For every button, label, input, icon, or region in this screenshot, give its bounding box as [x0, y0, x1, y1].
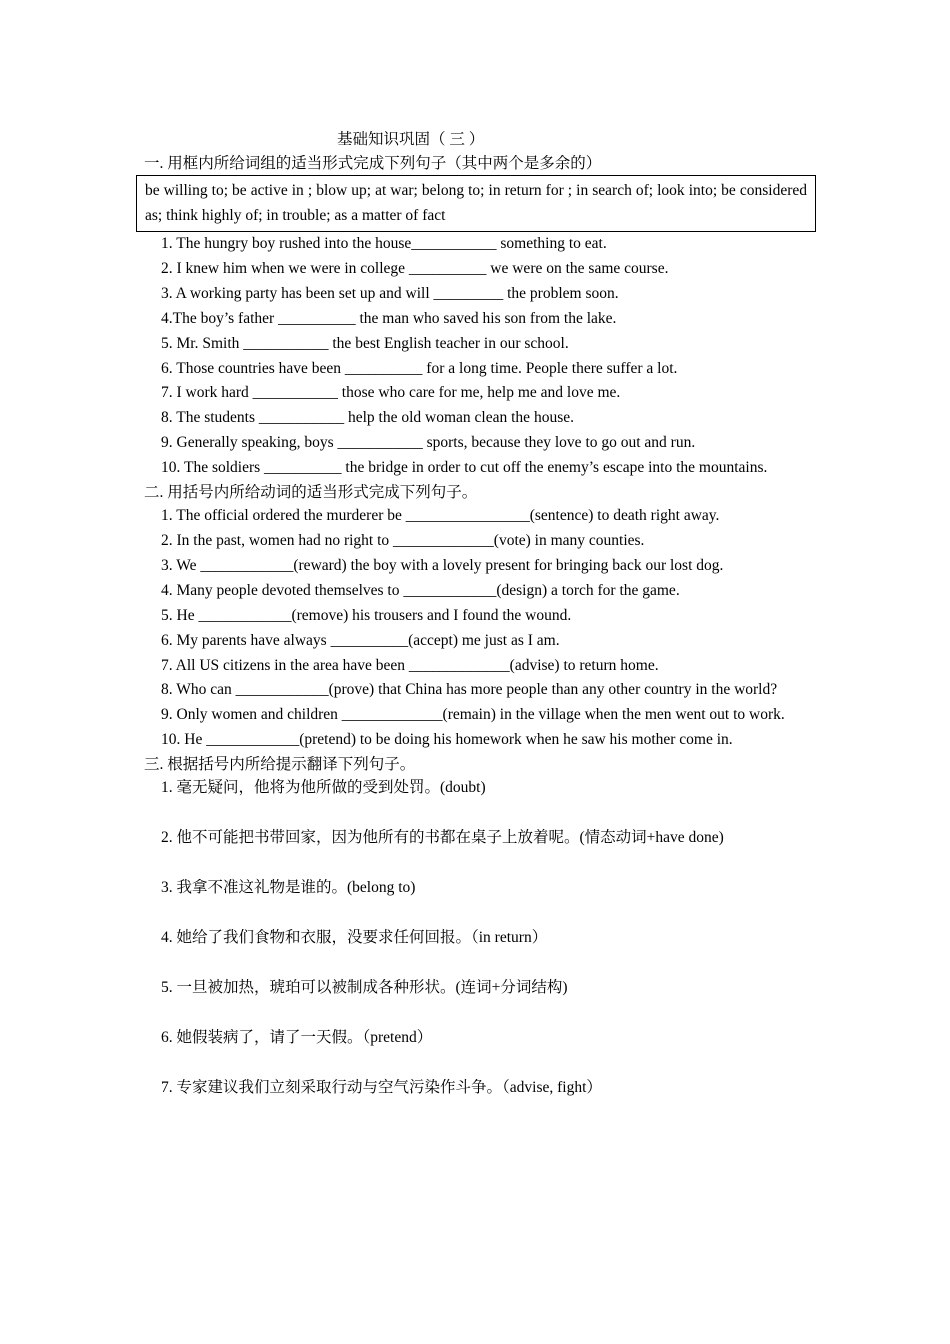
question-2-10: 10. He ____________(pretend) to be doing his homework when he saw his mother come in. — [161, 731, 733, 749]
question-3-3: 3. 我拿不准这礼物是谁的。(belong to) — [161, 878, 416, 896]
question-3-1: 1. 毫无疑问，他将为他所做的受到处罚。(doubt) — [161, 779, 486, 797]
section-1-heading: 一. 用框内所给词组的适当形式完成下列句子（其中两个是多余的） — [144, 155, 602, 172]
question-3-5: 5. 一旦被加热，琥珀可以被制成各种形状。(连词+分词结构) — [161, 978, 568, 996]
question-1-4: 4.The boy’s father __________ the man who saved his son from the lake. — [161, 309, 617, 327]
section-3-heading: 三. 根据括号内所给提示翻译下列句子。 — [144, 756, 416, 774]
question-1-5: 5. Mr. Smith ___________ the best English teacher in our school. — [161, 334, 569, 352]
question-1-9: 9. Generally speaking, boys ___________ sports, because they love to go out and run. — [161, 434, 696, 452]
worksheet-page — [144, 128, 806, 1100]
question-2-2: 2. In the past, women had no right to _____________(vote) in many counties. — [161, 531, 645, 549]
question-2-6: 6. My parents have always __________(accept) me just as I am. — [161, 631, 560, 649]
question-2-7: 7. All US citizens in the area have been _____________(advise) to return home. — [161, 656, 659, 674]
question-1-10: 10. The soldiers __________ the bridge in order to cut off the enemy’s escape into the mountains. — [161, 459, 768, 477]
question-3-7: 7. 专家建议我们立刻采取行动与空气污染作斗争。（advise, fight） — [161, 1078, 602, 1096]
question-2-3: 3. We ____________(reward) the boy with a lovely present for bringing back our lost dog. — [161, 556, 724, 574]
answer-space — [144, 851, 806, 876]
question-2-4: 4. Many people devoted themselves to ____________(design) a torch for the game. — [161, 581, 680, 599]
question-3-6: 6. 她假装病了，请了一天假。（pretend） — [161, 1028, 433, 1046]
question-3-2: 2. 他不可能把书带回家，因为他所有的书都在桌子上放着呢。(情态动词+have done) — [161, 829, 724, 847]
answer-space — [144, 1051, 806, 1076]
question-2-5: 5. He ____________(remove) his trousers and I found the wound. — [161, 606, 572, 624]
answer-space — [144, 951, 806, 976]
answer-space — [144, 801, 806, 826]
question-3-4: 4. 她给了我们食物和衣服，没要求任何回报。（in return） — [161, 928, 548, 946]
question-2-9: 9. Only women and children _____________(remain) in the village when the men went out to work. — [161, 706, 785, 724]
question-2-8: 8. Who can ____________(prove) that China has more people than any other country in the world? — [161, 681, 778, 699]
section-2-heading: 二. 用括号内所给动词的适当形式完成下列句子。 — [144, 484, 478, 502]
question-1-1: 1. The hungry boy rushed into the house___________ something to eat. — [161, 235, 607, 252]
question-1-3: 3. A working party has been set up and will _________ the problem soon. — [161, 284, 619, 302]
word-bank-box: be willing to; be active in ; blow up; at war; belong to; in return for ; in search of; look into; be considered as; think highly of; in trouble; as a matter of fact — [136, 175, 816, 232]
question-1-6: 6. Those countries have been __________ for a long time. People there suffer a lot. — [161, 359, 678, 377]
page-title: 基础知识巩固（ 三 ） — [337, 131, 485, 148]
answer-space — [144, 1001, 806, 1026]
answer-space — [144, 901, 806, 926]
question-1-7: 7. I work hard ___________ those who care for me, help me and love me. — [161, 384, 621, 402]
question-1-2: 2. I knew him when we were in college __________ we were on the same course. — [161, 259, 669, 277]
question-2-1: 1. The official ordered the murderer be ________________(sentence) to death right away. — [161, 507, 720, 525]
question-1-8: 8. The students ___________ help the old woman clean the house. — [161, 409, 574, 427]
